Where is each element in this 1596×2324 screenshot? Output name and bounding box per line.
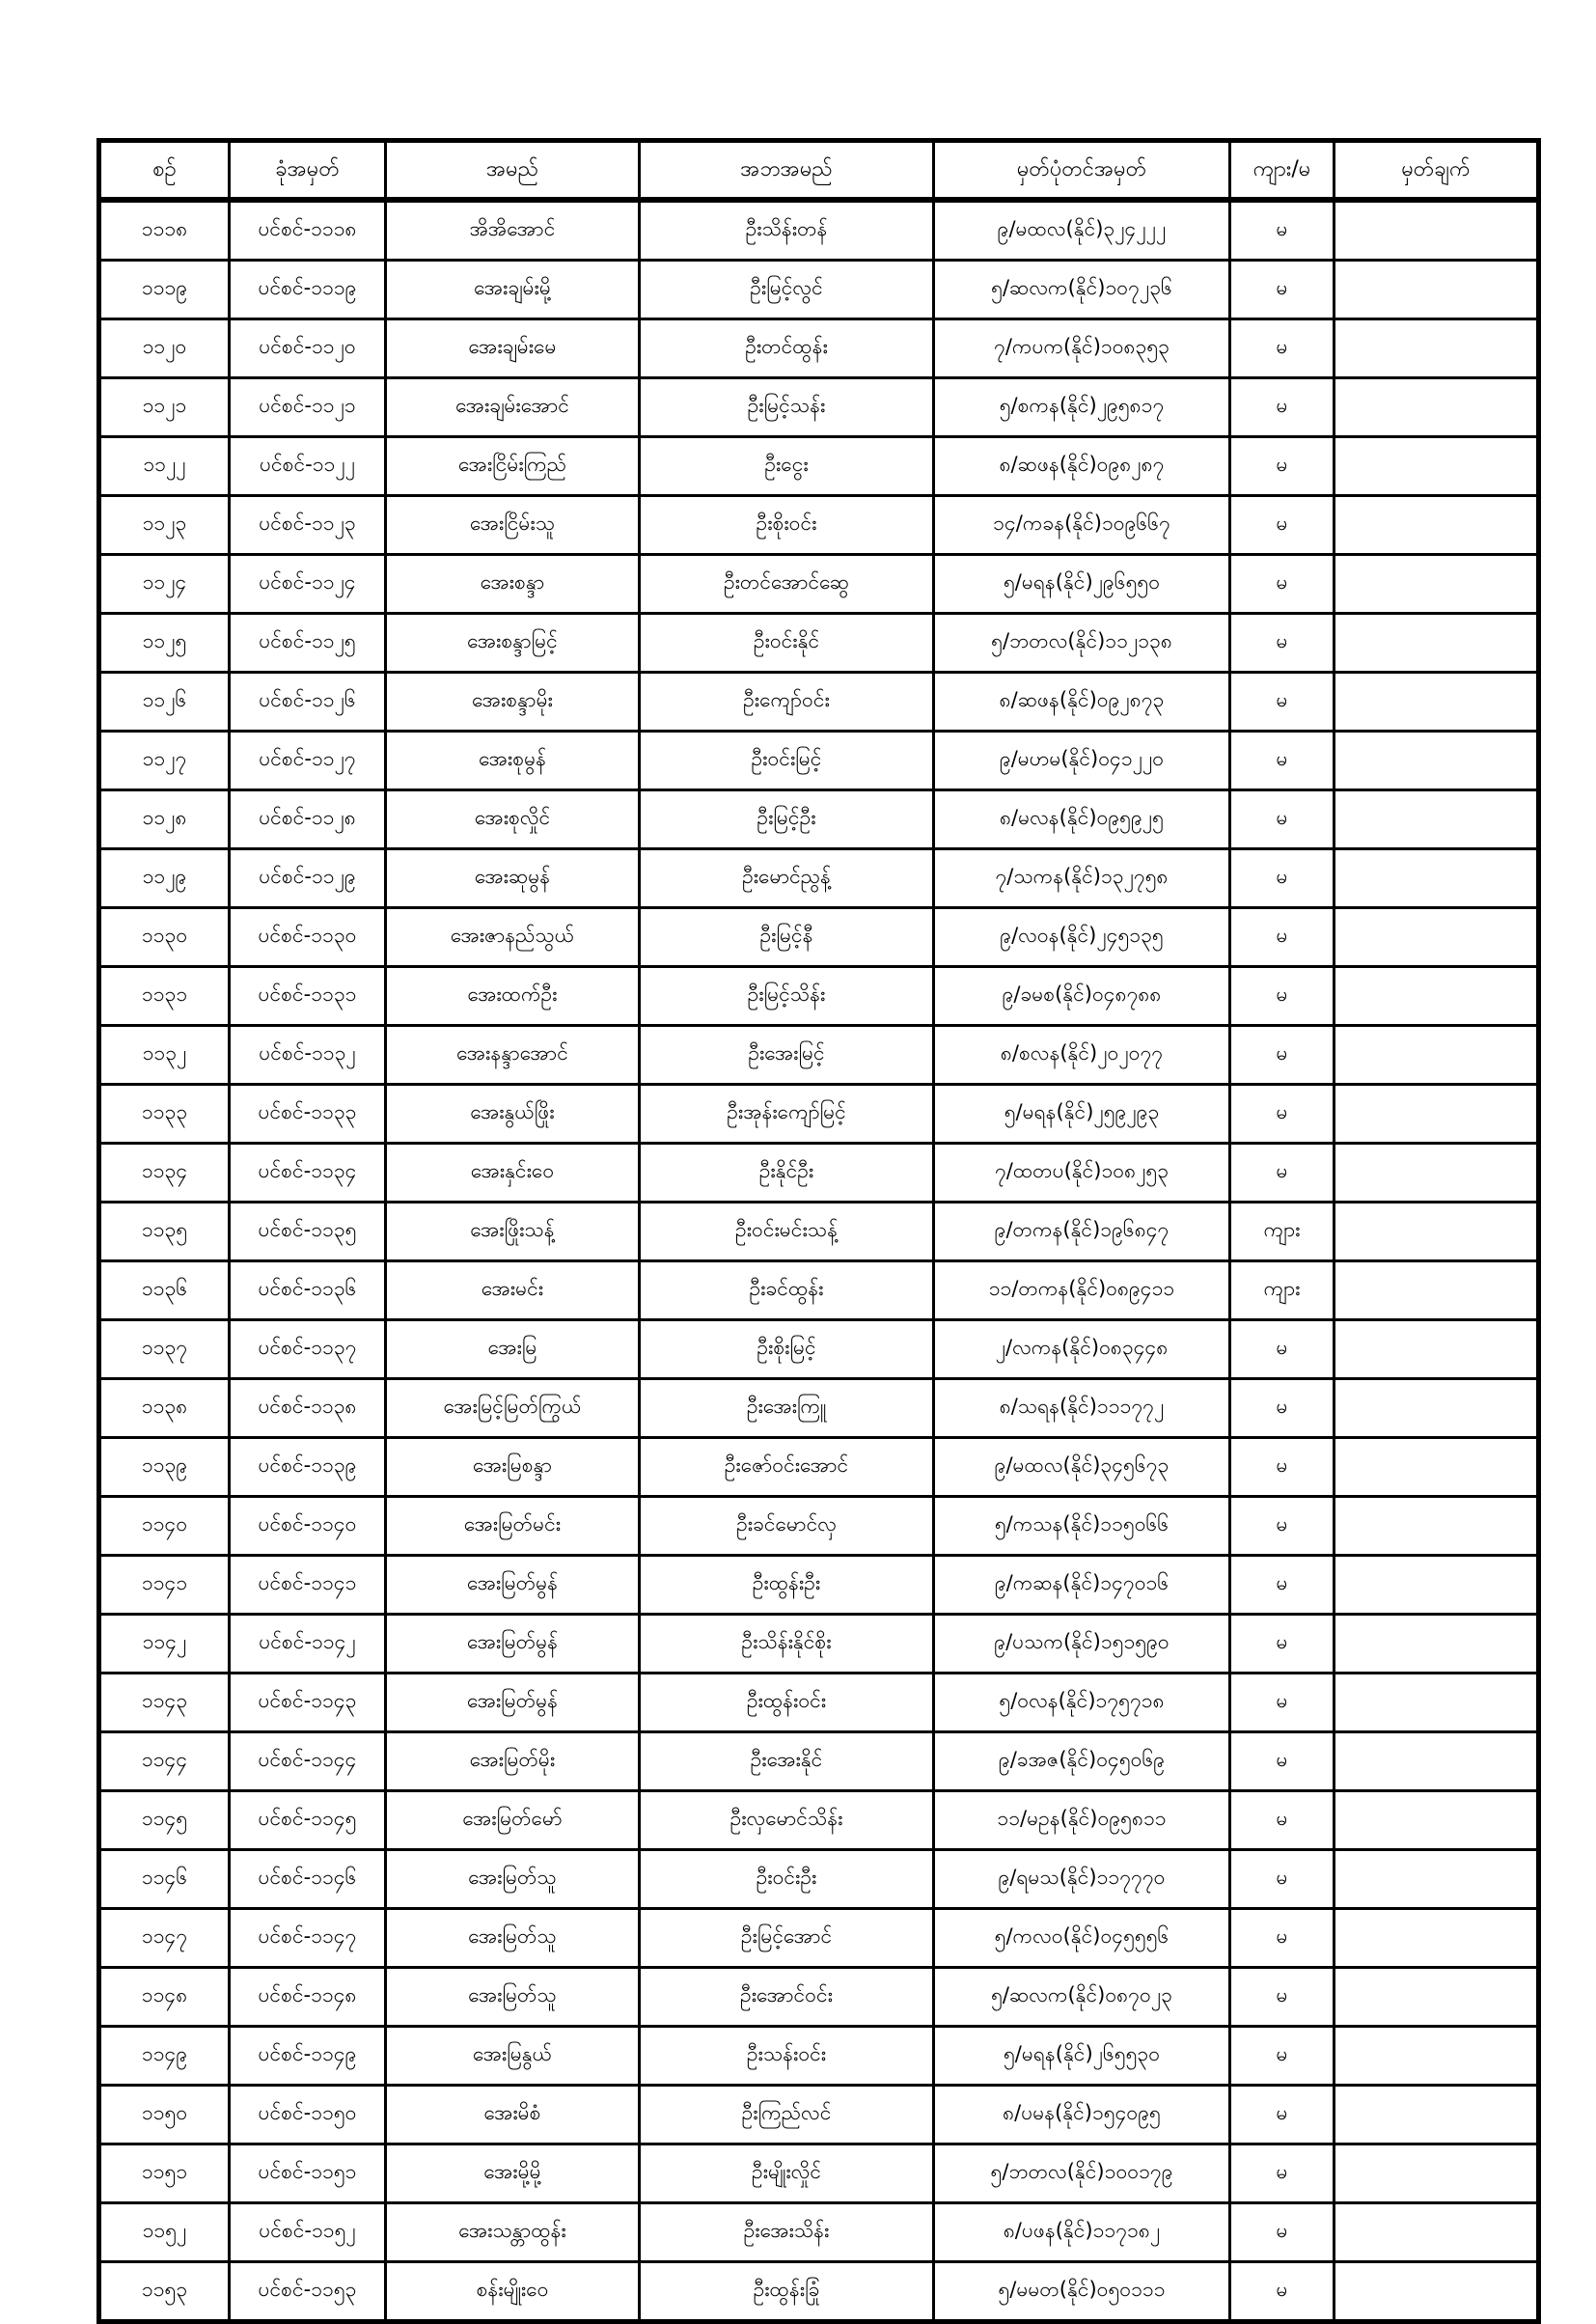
- name-cell: စန်းမျိုးဝေ: [386, 2262, 640, 2322]
- name-cell: အေးချမ်းမို့: [386, 261, 640, 319]
- table-row: [99, 1732, 1539, 1791]
- serial-cell: ၁၁၁၉: [99, 261, 230, 319]
- father-name-cell: ဦးအေးကြူ: [640, 1379, 934, 1438]
- gender-cell: မ: [1230, 849, 1335, 908]
- serial-cell: ၁၁၃၇: [99, 1320, 230, 1379]
- nrc-number-cell: ၅/ဆလက(နိုင်)၀၈၇၀၂၃: [934, 1968, 1230, 2027]
- serial-cell: ၁၁၂၂: [99, 437, 230, 496]
- name-cell: အေးမြတ်မင်း: [386, 1497, 640, 1556]
- remark-cell: [1335, 378, 1539, 437]
- serial-cell: ၁၁၄၆: [99, 1850, 230, 1909]
- column-header-name: အမည်: [386, 141, 640, 201]
- nrc-number-cell: ၁၁/တကန(နိုင်)၀၈၉၄၁၁: [934, 1261, 1230, 1320]
- father-name-cell: ဦးအောင်ဝင်း: [640, 1968, 934, 2027]
- nrc-number-cell: ၉/ခအဇ(နိုင်)၀၄၅၀၆၉: [934, 1732, 1230, 1791]
- gender-cell: မ: [1230, 2262, 1335, 2322]
- nrc-number-cell: ၈/သရန(နိုင်)၁၁၁၇၇၂: [934, 1379, 1230, 1438]
- father-name-cell: ဦးထွန်းခြုံ: [640, 2262, 934, 2322]
- table-row: [99, 200, 1539, 261]
- nrc-number-cell: ၉/တကန(နိုင်)၁၉၆၈၄၇: [934, 1203, 1230, 1261]
- name-cell: အေးစန္ဒာမြင့်: [386, 614, 640, 673]
- roll-number-cell: ပင်စင်-၁၁၄၆: [230, 1850, 386, 1909]
- nrc-number-cell: ၇/ထတပ(နိုင်)၁၀၈၂၅၃: [934, 1144, 1230, 1203]
- table-row: [99, 1026, 1539, 1085]
- remark-cell: [1335, 1261, 1539, 1320]
- remark-cell: [1335, 849, 1539, 908]
- nrc-number-cell: ၅/ဘတလ(နိုင်)၁၁၂၁၃၈: [934, 614, 1230, 673]
- nrc-number-cell: ၅/ဆလက(နိုင်)၁၀၇၂၃၆: [934, 261, 1230, 319]
- remark-cell: [1335, 1203, 1539, 1261]
- father-name-cell: ဦးသိန်းတန်: [640, 200, 934, 261]
- nrc-number-cell: ၉/ပသက(နိုင်)၁၅၁၅၉၀: [934, 1615, 1230, 1674]
- name-cell: အေးငြိမ်းကြည်: [386, 437, 640, 496]
- nrc-number-cell: ၉/ရမသ(နိုင်)၁၁၇၇၇၀: [934, 1850, 1230, 1909]
- table-row: [99, 2027, 1539, 2086]
- name-cell: အေးဆုမွန်: [386, 849, 640, 908]
- remark-cell: [1335, 1320, 1539, 1379]
- nrc-number-cell: ၉/ကဆန(နိုင်)၁၄၇၀၁၆: [934, 1556, 1230, 1615]
- roll-number-cell: ပင်စင်-၁၁၃၂: [230, 1026, 386, 1085]
- nrc-number-cell: ၉/ခမစ(နိုင်)၀၄၈၇၈၈: [934, 967, 1230, 1026]
- name-cell: အေးဇာနည်သွယ်: [386, 908, 640, 967]
- serial-cell: ၁၁၂၃: [99, 496, 230, 555]
- name-cell: အေးချမ်းမေ: [386, 319, 640, 378]
- name-cell: အေးချမ်းအောင်: [386, 378, 640, 437]
- roll-number-cell: ပင်စင်-၁၁၂၉: [230, 849, 386, 908]
- remark-cell: [1335, 2086, 1539, 2144]
- serial-cell: ၁၁၃၉: [99, 1438, 230, 1497]
- name-cell: အေးနန္ဒာအောင်: [386, 1026, 640, 1085]
- father-name-cell: ဦးအေးမြင့်: [640, 1026, 934, 1085]
- father-name-cell: ဦးစိုးဝင်း: [640, 496, 934, 555]
- gender-cell: မ: [1230, 1379, 1335, 1438]
- gender-cell: မ: [1230, 967, 1335, 1026]
- table-row: [99, 967, 1539, 1026]
- remark-cell: [1335, 1674, 1539, 1732]
- remark-cell: [1335, 2203, 1539, 2262]
- gender-cell: မ: [1230, 673, 1335, 732]
- table-row: [99, 1085, 1539, 1144]
- father-name-cell: ဦးကြည်လင်: [640, 2086, 934, 2144]
- gender-cell: မ: [1230, 1615, 1335, 1674]
- remark-cell: [1335, 1615, 1539, 1674]
- table-row: [99, 1850, 1539, 1909]
- serial-cell: ၁၁၂၁: [99, 378, 230, 437]
- remark-cell: [1335, 496, 1539, 555]
- remark-cell: [1335, 1026, 1539, 1085]
- serial-cell: ၁၁၃၂: [99, 1026, 230, 1085]
- serial-cell: ၁၁၃၀: [99, 908, 230, 967]
- remark-cell: [1335, 1732, 1539, 1791]
- table-row: [99, 1615, 1539, 1674]
- nrc-number-cell: ၅/ကလဝ(နိုင်)၀၄၅၅၅၆: [934, 1909, 1230, 1968]
- father-name-cell: ဦးတင်ထွန်း: [640, 319, 934, 378]
- name-cell: အေးဖြိုးသန့်: [386, 1203, 640, 1261]
- father-name-cell: ဦးအုန်းကျော်မြင့်: [640, 1085, 934, 1144]
- column-header-father-name: အဘအမည်: [640, 141, 934, 201]
- gender-cell: မ: [1230, 1026, 1335, 1085]
- roll-number-cell: ပင်စင်-၁၁၃၇: [230, 1320, 386, 1379]
- serial-cell: ၁၁၂၄: [99, 555, 230, 614]
- father-name-cell: ဦးအေးသိန်း: [640, 2203, 934, 2262]
- nrc-number-cell: ၅/မမတ(နိုင်)၀၅၀၁၁၁: [934, 2262, 1230, 2322]
- serial-cell: ၁၁၂၅: [99, 614, 230, 673]
- table-row: [99, 1791, 1539, 1850]
- nrc-number-cell: ၈/ဆဖန(နိုင်)၀၉၂၈၇၃: [934, 673, 1230, 732]
- name-cell: အေးစန္ဒာမိုး: [386, 673, 640, 732]
- serial-cell: ၁၁၄၄: [99, 1732, 230, 1791]
- roll-number-cell: ပင်စင်-၁၁၃၃: [230, 1085, 386, 1144]
- column-header-gender: ကျား/မ: [1230, 141, 1335, 201]
- father-name-cell: ဦးမြင့်ဦး: [640, 790, 934, 849]
- father-name-cell: ဦးမျိုးလှိုင်: [640, 2144, 934, 2203]
- serial-cell: ၁၁၃၅: [99, 1203, 230, 1261]
- roll-number-cell: ပင်စင်-၁၁၅၃: [230, 2262, 386, 2322]
- serial-cell: ၁၁၂၇: [99, 732, 230, 790]
- nrc-number-cell: ၁၁/မဥန(နိုင်)၀၉၅၈၁၁: [934, 1791, 1230, 1850]
- remark-cell: [1335, 2027, 1539, 2086]
- nrc-number-cell: ၁၄/ကခန(နိုင်)၁၀၉၆၆၇: [934, 496, 1230, 555]
- roll-number-cell: ပင်စင်-၁၁၃၉: [230, 1438, 386, 1497]
- father-name-cell: ဦးမြင့်သိန်း: [640, 967, 934, 1026]
- nrc-number-cell: ၅/ဘတလ(နိုင်)၁၀၀၁၇၉: [934, 2144, 1230, 2203]
- name-cell: အေးထက်ဦး: [386, 967, 640, 1026]
- nrc-number-cell: ၉/မထလ(နိုင်)၃၂၄၂၂၂: [934, 200, 1230, 261]
- gender-cell: မ: [1230, 1674, 1335, 1732]
- table-row: [99, 319, 1539, 378]
- gender-cell: မ: [1230, 555, 1335, 614]
- name-cell: အေးမြတ်မွန်: [386, 1556, 640, 1615]
- gender-cell: မ: [1230, 261, 1335, 319]
- name-cell: အေးစန္ဒာ: [386, 555, 640, 614]
- father-name-cell: ဦးဝင်းဦး: [640, 1850, 934, 1909]
- nrc-number-cell: ၈/စလန(နိုင်)၂၀၂၀၇၇: [934, 1026, 1230, 1085]
- serial-cell: ၁၁၃၁: [99, 967, 230, 1026]
- name-cell: အေးနှင်းဝေ: [386, 1144, 640, 1203]
- remark-cell: [1335, 261, 1539, 319]
- remark-cell: [1335, 1968, 1539, 2027]
- name-cell: အေးစုမွန်: [386, 732, 640, 790]
- father-name-cell: ဦးတင်အောင်ဆွေ: [640, 555, 934, 614]
- name-cell: အေးမြတ်သူ: [386, 1968, 640, 2027]
- father-name-cell: ဦးကျော်ဝင်း: [640, 673, 934, 732]
- roll-number-cell: ပင်စင်-၁၁၄၅: [230, 1791, 386, 1850]
- serial-cell: ၁၁၃၄: [99, 1144, 230, 1203]
- name-cell: အေးမြ: [386, 1320, 640, 1379]
- roll-number-cell: ပင်စင်-၁၁၄၁: [230, 1556, 386, 1615]
- gender-cell: မ: [1230, 200, 1335, 261]
- father-name-cell: ဦးထွန်းဦး: [640, 1556, 934, 1615]
- roll-number-cell: ပင်စင်-၁၁၃၀: [230, 908, 386, 967]
- roll-number-cell: ပင်စင်-၁၁၃၅: [230, 1203, 386, 1261]
- roll-number-cell: ပင်စင်-၁၁၅၀: [230, 2086, 386, 2144]
- name-cell: အေးမြတ်သူ: [386, 1850, 640, 1909]
- remark-cell: [1335, 437, 1539, 496]
- table-row: [99, 378, 1539, 437]
- serial-cell: ၁၁၂၀: [99, 319, 230, 378]
- gender-cell: မ: [1230, 908, 1335, 967]
- table-row: [99, 790, 1539, 849]
- nrc-number-cell: ၉/လဝန(နိုင်)၂၄၅၁၃၅: [934, 908, 1230, 967]
- roll-number-cell: ပင်စင်-၁၁၂၂: [230, 437, 386, 496]
- column-header-nrc-number: မှတ်ပုံတင်အမှတ်: [934, 141, 1230, 201]
- father-name-cell: ဦးမြင့်သန်း: [640, 378, 934, 437]
- roll-number-cell: ပင်စင်-၁၁၄၉: [230, 2027, 386, 2086]
- father-name-cell: ဦးမြင့်အောင်: [640, 1909, 934, 1968]
- nrc-number-cell: ၅/မရန(နိုင်)၂၆၅၅၃၀: [934, 2027, 1230, 2086]
- serial-cell: ၁၁၅၁: [99, 2144, 230, 2203]
- name-cell: အေးနွယ်ဖြိုး: [386, 1085, 640, 1144]
- roll-number-cell: ပင်စင်-၁၁၅၂: [230, 2203, 386, 2262]
- serial-cell: ၁၁၄၀: [99, 1497, 230, 1556]
- roll-number-cell: ပင်စင်-၁၁၄၄: [230, 1732, 386, 1791]
- serial-cell: ၁၁၂၉: [99, 849, 230, 908]
- gender-cell: မ: [1230, 2027, 1335, 2086]
- gender-cell: မ: [1230, 1850, 1335, 1909]
- serial-cell: ၁၁၄၇: [99, 1909, 230, 1968]
- serial-cell: ၁၁၄၈: [99, 1968, 230, 2027]
- remark-cell: [1335, 1379, 1539, 1438]
- table-row: [99, 614, 1539, 673]
- name-cell: အေးမြတ်မွန်: [386, 1674, 640, 1732]
- roll-number-cell: ပင်စင်-၁၁၂၇: [230, 732, 386, 790]
- name-cell: အေးမြတ်သူ: [386, 1909, 640, 1968]
- serial-cell: ၁၁၄၉: [99, 2027, 230, 2086]
- father-name-cell: ဦးခင်ထွန်း: [640, 1261, 934, 1320]
- name-cell: အေးမိစံ: [386, 2086, 640, 2144]
- serial-cell: ၁၁၃၃: [99, 1085, 230, 1144]
- name-cell: အေးမြနွယ်: [386, 2027, 640, 2086]
- serial-cell: ၁၁၄၃: [99, 1674, 230, 1732]
- gender-cell: မ: [1230, 1320, 1335, 1379]
- name-cell: အိအိအောင်: [386, 200, 640, 261]
- table-row: [99, 1203, 1539, 1261]
- name-cell: အေးစုလှိုင်: [386, 790, 640, 849]
- nrc-number-cell: ၈/ပမန(နိုင်)၁၅၄၀၉၅: [934, 2086, 1230, 2144]
- remark-cell: [1335, 732, 1539, 790]
- nrc-number-cell: ၅/ကသန(နိုင်)၁၁၅၀၆၆: [934, 1497, 1230, 1556]
- remark-cell: [1335, 1438, 1539, 1497]
- gender-cell: မ: [1230, 1144, 1335, 1203]
- father-name-cell: ဦးမြင့်လွင်: [640, 261, 934, 319]
- remark-cell: [1335, 673, 1539, 732]
- father-name-cell: ဦးနိုင်ဦး: [640, 1144, 934, 1203]
- nrc-number-cell: ၉/မဟမ(နိုင်)၀၄၁၂၂၀: [934, 732, 1230, 790]
- name-cell: အေးငြိမ်းသူ: [386, 496, 640, 555]
- table-row: [99, 673, 1539, 732]
- serial-cell: ၁၁၂၆: [99, 673, 230, 732]
- gender-cell: မ: [1230, 1968, 1335, 2027]
- gender-cell: မ: [1230, 1438, 1335, 1497]
- name-cell: အေးမြစန္ဒာ: [386, 1438, 640, 1497]
- father-name-cell: ဦးမြင့်နီ: [640, 908, 934, 967]
- gender-cell: မ: [1230, 732, 1335, 790]
- name-cell: အေးမြတ်မိုး: [386, 1732, 640, 1791]
- table-row: [99, 2262, 1539, 2322]
- serial-cell: ၁၁၅၂: [99, 2203, 230, 2262]
- nrc-number-cell: ၅/မရန(နိုင်)၂၅၉၂၉၃: [934, 1085, 1230, 1144]
- nrc-number-cell: ၂/လကန(နိုင်)၀၈၃၄၄၈: [934, 1320, 1230, 1379]
- gender-cell: မ: [1230, 378, 1335, 437]
- gender-cell: မ: [1230, 790, 1335, 849]
- nrc-number-cell: ၉/မထလ(နိုင်)၃၄၅၆၇၃: [934, 1438, 1230, 1497]
- table-header: [99, 141, 1539, 201]
- father-name-cell: ဦးငွေး: [640, 437, 934, 496]
- remark-cell: [1335, 1909, 1539, 1968]
- serial-cell: ၁၁၄၁: [99, 1556, 230, 1615]
- nrc-number-cell: ၅/မရန(နိုင်)၂၉၆၅၅၀: [934, 555, 1230, 614]
- nrc-number-cell: ၈/ဆဖန(နိုင်)၀၉၈၂၈၇: [934, 437, 1230, 496]
- father-name-cell: ဦးဝင်းမြင့်: [640, 732, 934, 790]
- remark-cell: [1335, 319, 1539, 378]
- table-row: [99, 732, 1539, 790]
- nrc-number-cell: ၈/မလန(နိုင်)၀၉၅၉၂၅: [934, 790, 1230, 849]
- roll-number-cell: ပင်စင်-၁၁၃၆: [230, 1261, 386, 1320]
- roll-number-cell: ပင်စင်-၁၁၂၃: [230, 496, 386, 555]
- serial-cell: ၁၁၃၈: [99, 1379, 230, 1438]
- father-name-cell: ဦးမောင်ညွန့်: [640, 849, 934, 908]
- gender-cell: မ: [1230, 437, 1335, 496]
- table-body: [99, 200, 1539, 2322]
- remark-cell: [1335, 790, 1539, 849]
- gender-cell: မ: [1230, 2086, 1335, 2144]
- table-row: [99, 1379, 1539, 1438]
- column-header-remark: မှတ်ချက်: [1335, 141, 1539, 201]
- roll-number-cell: ပင်စင်-၁၁၁၉: [230, 261, 386, 319]
- serial-cell: ၁၁၁၈: [99, 200, 230, 261]
- remark-cell: [1335, 200, 1539, 261]
- pension-roster-table: [96, 138, 1541, 2324]
- table-row: [99, 2086, 1539, 2144]
- name-cell: အေးမြင့်မြတ်ကြွယ်: [386, 1379, 640, 1438]
- table-row: [99, 1438, 1539, 1497]
- name-cell: အေးမင်း: [386, 1261, 640, 1320]
- roll-number-cell: ပင်စင်-၁၁၃၁: [230, 967, 386, 1026]
- remark-cell: [1335, 967, 1539, 1026]
- gender-cell: ကျား: [1230, 1203, 1335, 1261]
- roll-number-cell: ပင်စင်-၁၁၄၂: [230, 1615, 386, 1674]
- father-name-cell: ဦးခင်မောင်လှ: [640, 1497, 934, 1556]
- table-row: [99, 1261, 1539, 1320]
- gender-cell: မ: [1230, 614, 1335, 673]
- father-name-cell: ဦးဝင်းနိုင်: [640, 614, 934, 673]
- table-row: [99, 437, 1539, 496]
- gender-cell: မ: [1230, 1909, 1335, 1968]
- remark-cell: [1335, 2262, 1539, 2322]
- name-cell: အေးမို့မို့: [386, 2144, 640, 2203]
- table-row: [99, 1909, 1539, 1968]
- gender-cell: မ: [1230, 496, 1335, 555]
- roll-number-cell: ပင်စင်-၁၁၄၃: [230, 1674, 386, 1732]
- serial-cell: ၁၁၄၅: [99, 1791, 230, 1850]
- serial-cell: ၁၁၅၃: [99, 2262, 230, 2322]
- gender-cell: မ: [1230, 2144, 1335, 2203]
- roll-number-cell: ပင်စင်-၁၁၂၅: [230, 614, 386, 673]
- father-name-cell: ဦးထွန်းဝင်း: [640, 1674, 934, 1732]
- father-name-cell: ဦးဝင်းမင်းသန့်: [640, 1203, 934, 1261]
- roll-number-cell: ပင်စင်-၁၁၃၄: [230, 1144, 386, 1203]
- table-row: [99, 849, 1539, 908]
- name-cell: အေးမြတ်မွန်: [386, 1615, 640, 1674]
- table-row: [99, 1320, 1539, 1379]
- table-row: [99, 555, 1539, 614]
- table-header-row: [99, 141, 1539, 201]
- name-cell: အေးမြတ်မော်: [386, 1791, 640, 1850]
- gender-cell: မ: [1230, 1085, 1335, 1144]
- remark-cell: [1335, 555, 1539, 614]
- table-row: [99, 908, 1539, 967]
- serial-cell: ၁၁၃၆: [99, 1261, 230, 1320]
- remark-cell: [1335, 1556, 1539, 1615]
- remark-cell: [1335, 1850, 1539, 1909]
- remark-cell: [1335, 1791, 1539, 1850]
- remark-cell: [1335, 2144, 1539, 2203]
- gender-cell: မ: [1230, 1791, 1335, 1850]
- table-row: [99, 496, 1539, 555]
- serial-cell: ၁၁၄၂: [99, 1615, 230, 1674]
- father-name-cell: ဦးစိုးမြင့်: [640, 1320, 934, 1379]
- gender-cell: မ: [1230, 1556, 1335, 1615]
- father-name-cell: ဦးအေးနိုင်: [640, 1732, 934, 1791]
- roll-number-cell: ပင်စင်-၁၁၄၇: [230, 1909, 386, 1968]
- name-cell: အေးသန္တာထွန်း: [386, 2203, 640, 2262]
- remark-cell: [1335, 614, 1539, 673]
- column-header-serial: စဉ်: [99, 141, 230, 201]
- father-name-cell: ဦးသန်းဝင်း: [640, 2027, 934, 2086]
- roll-number-cell: ပင်စင်-၁၁၄၀: [230, 1497, 386, 1556]
- nrc-number-cell: ၅/ဝလန(နိုင်)၁၇၅၇၁၈: [934, 1674, 1230, 1732]
- table-row: [99, 1968, 1539, 2027]
- serial-cell: ၁၁၅၀: [99, 2086, 230, 2144]
- father-name-cell: ဦးလှမောင်သိန်း: [640, 1791, 934, 1850]
- roll-number-cell: ပင်စင်-၁၁၂၁: [230, 378, 386, 437]
- father-name-cell: ဦးသိန်းနိုင်စိုး: [640, 1615, 934, 1674]
- gender-cell: ကျား: [1230, 1261, 1335, 1320]
- roll-number-cell: ပင်စင်-၁၁၂၀: [230, 319, 386, 378]
- roll-number-cell: ပင်စင်-၁၁၂၄: [230, 555, 386, 614]
- roll-number-cell: ပင်စင်-၁၁၂၆: [230, 673, 386, 732]
- nrc-number-cell: ၇/ကပက(နိုင်)၁၀၈၃၅၃: [934, 319, 1230, 378]
- remark-cell: [1335, 908, 1539, 967]
- table-row: [99, 1144, 1539, 1203]
- father-name-cell: ဦးဇော်ဝင်းအောင်: [640, 1438, 934, 1497]
- table-row: [99, 2203, 1539, 2262]
- gender-cell: မ: [1230, 1497, 1335, 1556]
- roll-number-cell: ပင်စင်-၁၁၅၁: [230, 2144, 386, 2203]
- serial-cell: ၁၁၂၈: [99, 790, 230, 849]
- roll-number-cell: ပင်စင်-၁၁၃၈: [230, 1379, 386, 1438]
- gender-cell: မ: [1230, 2203, 1335, 2262]
- table-row: [99, 1674, 1539, 1732]
- remark-cell: [1335, 1085, 1539, 1144]
- roll-number-cell: ပင်စင်-၁၁၄၈: [230, 1968, 386, 2027]
- table-row: [99, 1556, 1539, 1615]
- nrc-number-cell: ၇/သကန(နိုင်)၁၃၂၇၅၈: [934, 849, 1230, 908]
- table-row: [99, 1497, 1539, 1556]
- column-header-roll-number: ခုံအမှတ်: [230, 141, 386, 201]
- nrc-number-cell: ၈/ပဖန(နိုင်)၁၁၇၁၈၂: [934, 2203, 1230, 2262]
- nrc-number-cell: ၅/စကန(နိုင်)၂၉၅၈၁၇: [934, 378, 1230, 437]
- gender-cell: မ: [1230, 319, 1335, 378]
- remark-cell: [1335, 1497, 1539, 1556]
- gender-cell: မ: [1230, 1732, 1335, 1791]
- table-row: [99, 261, 1539, 319]
- remark-cell: [1335, 1144, 1539, 1203]
- roll-number-cell: ပင်စင်-၁၁၂၈: [230, 790, 386, 849]
- roll-number-cell: ပင်စင်-၁၁၁၈: [230, 200, 386, 261]
- table-row: [99, 2144, 1539, 2203]
